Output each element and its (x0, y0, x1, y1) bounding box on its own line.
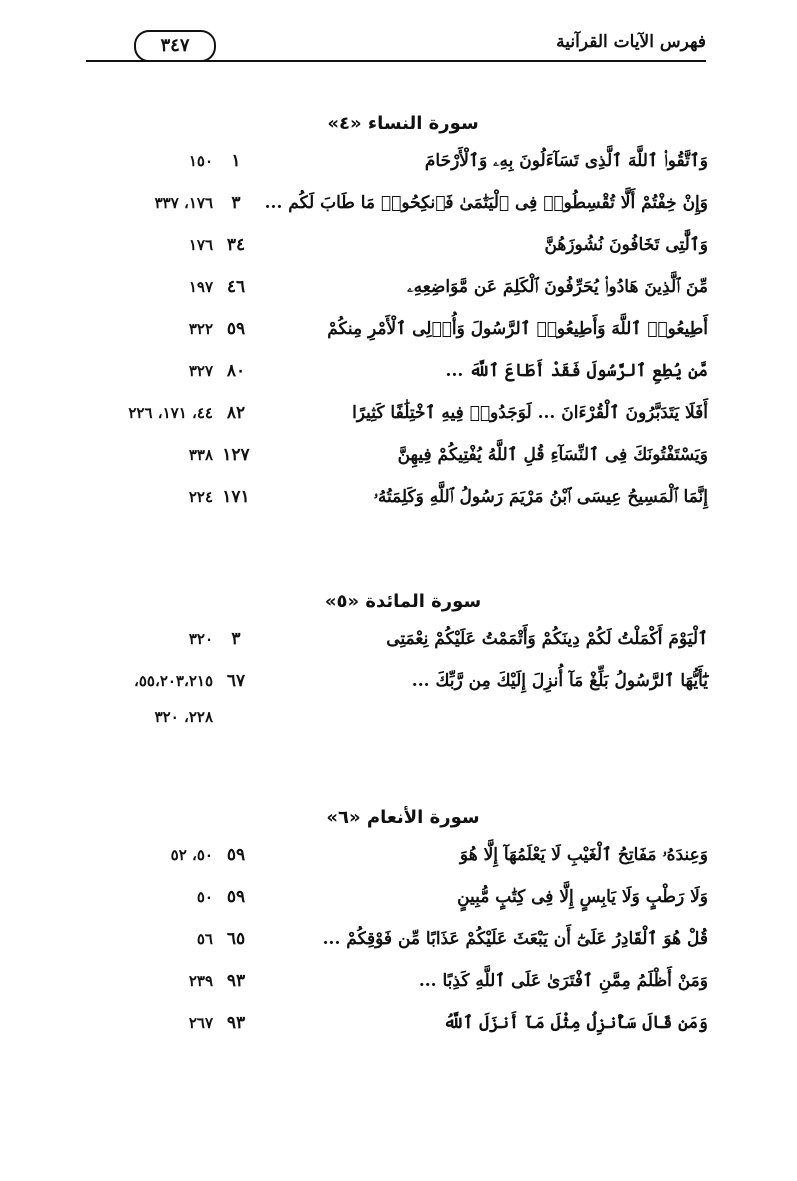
index-row (98, 960, 708, 1002)
surah-title: سورة النساء «٤» (327, 113, 479, 134)
page-references: ٣٢٧ (188, 362, 213, 380)
page-references: ٣٢٠ (188, 630, 213, 648)
page-number: ٣٤٧ (134, 30, 216, 62)
verse-text: مَّن يُطِعِ ٱلرَّسُولَ فَقَدْ أَطَاعَ ٱللَّهَ ... (445, 361, 708, 381)
index-row (98, 434, 708, 476)
verse-text: وَيَسْتَفْتُونَكَ فِى ٱلنِّسَآءِ قُلِ ٱللَّهُ يُفْتِيكُمْ فِيهِنَّ (397, 445, 708, 465)
header-rule (86, 60, 706, 62)
verse-text: وَٱتَّقُوا۟ ٱللَّهَ ٱلَّذِى تَسَآءَلُونَ بِهِۦ وَٱلْأَرْحَامَ (424, 151, 708, 171)
page-references: ٢٦٧ (188, 1014, 213, 1032)
index-row (98, 140, 708, 182)
index-row (98, 350, 708, 392)
verse-text: أَفَلَا يَتَدَبَّرُونَ ٱلْقُرْءَانَ ... لَوَجَدُوا۟ فِيهِ ٱخْتِلَٰفًا كَثِيرًا (352, 403, 708, 423)
ayah-number: ١ (231, 151, 241, 171)
verse-text: مِّنَ ٱلَّذِينَ هَادُوا۟ يُحَرِّفُونَ ٱلْكَلِمَ عَن مَّوَاضِعِهِۦ (407, 277, 708, 297)
ayah-number: ٣ (231, 193, 241, 213)
surah-section-anam (98, 806, 708, 1044)
page-references: ٣٢٢ (188, 320, 213, 338)
ayah-number: ٣٤ (226, 235, 246, 255)
page-references: ٢٢٤ (188, 488, 213, 506)
page-references: ٤٤، ١٧١، ٢٢٦ (128, 404, 213, 422)
verse-text: وَعِندَهُۥ مَفَاتِحُ ٱلْغَيْبِ لَا يَعْلَمُهَآ إِلَّا هُوَ (459, 845, 708, 865)
page-references: ٥٠ (196, 888, 213, 906)
surah-title: سورة المائدة «٥» (324, 591, 482, 612)
index-row (98, 308, 708, 350)
page-references: ٥٥،٢٠٣،٢١٥، (134, 672, 213, 690)
page-references: ٢٣٩ (188, 972, 213, 990)
ayah-number: ٣ (231, 629, 241, 649)
index-row (98, 182, 708, 224)
page-references: ٢٢٨، ٣٢٠ (154, 708, 213, 726)
ayah-number: ٩٣ (226, 971, 246, 991)
verse-text: أَطِيعُوا۟ ٱللَّهَ وَأَطِيعُوا۟ ٱلرَّسُولَ وَأُو۟لِى ٱلْأَمْرِ مِنكُمْ (327, 319, 708, 339)
ayah-number: ٤٦ (226, 277, 246, 297)
page-references: ٣٣٨ (188, 446, 213, 464)
index-row (98, 476, 708, 518)
ayah-number: ٨٠ (226, 361, 246, 381)
index-row (98, 834, 708, 876)
page-references: ٥٠، ٥٢ (170, 846, 213, 864)
page-references: ١٧٦ (188, 236, 213, 254)
index-row (98, 224, 708, 266)
verse-text: إِنَّمَا ٱلْمَسِيحُ عِيسَى ٱبْنُ مَرْيَمَ رَسُولُ ٱللَّهِ وَكَلِمَتُهُۥ (373, 487, 708, 507)
page-references: ١٥٠ (188, 152, 213, 170)
index-row (98, 618, 708, 660)
index-row (98, 660, 708, 702)
page-references: ١٧٦، ٣٣٧ (154, 194, 213, 212)
surah-title: سورة الأنعام «٦» (326, 807, 480, 828)
ayah-number: ٩٣ (226, 1013, 246, 1033)
ayah-number: ٦٧ (226, 671, 246, 691)
verse-text: وَمَنْ أَظْلَمُ مِمَّنِ ٱفْتَرَىٰ عَلَى ٱللَّهِ كَذِبًا ... (418, 971, 708, 991)
ayah-number: ٥٩ (226, 845, 246, 865)
ayah-number: ٨٢ (226, 403, 246, 423)
verse-text: يَٰٓأَيُّهَا ٱلرَّسُولُ بَلِّغْ مَآ أُنزِلَ إِلَيْكَ مِن رَّبِّكَ ... (411, 671, 708, 691)
page-references: ٥٦ (196, 930, 213, 948)
verse-text: وَٱلَّٰتِى تَخَافُونَ نُشُوزَهُنَّ (544, 235, 708, 255)
verse-text: قُلْ هُوَ ٱلْقَادِرُ عَلَىٰٓ أَن يَبْعَثَ عَلَيْكُمْ عَذَابًا مِّن فَوْقِكُمْ ... (322, 929, 708, 949)
ayah-number: ١٧١ (222, 487, 250, 507)
index-row (98, 266, 708, 308)
index-row (98, 918, 708, 960)
page-references-continuation (98, 702, 708, 736)
verse-text: وَلَا رَطْبٍ وَلَا يَابِسٍ إِلَّا فِى كِتَٰبٍ مُّبِينٍ (457, 887, 708, 907)
ayah-number: ٦٥ (226, 929, 246, 949)
index-row (98, 876, 708, 918)
running-header (86, 28, 706, 68)
verse-text: ٱلْيَوْمَ أَكْمَلْتُ لَكُمْ دِينَكُمْ وَأَتْمَمْتُ عَلَيْكُمْ نِعْمَتِى (386, 629, 708, 649)
surah-section-maidah (98, 590, 708, 736)
ayah-number: ٥٩ (226, 887, 246, 907)
verse-text: وَمَن قَالَ سَأُنزِلُ مِثْلَ مَآ أَنزَلَ ٱللَّهُ (443, 1013, 708, 1033)
index-row (98, 392, 708, 434)
index-row (98, 1002, 708, 1044)
ayah-number: ١٢٧ (222, 445, 250, 465)
page-references: ١٩٧ (188, 278, 213, 296)
ayah-number: ٥٩ (226, 319, 246, 339)
surah-section-nisa (98, 112, 708, 518)
verse-text: وَإِنْ خِفْتُمْ أَلَّا تُقْسِطُوا۟ فِى ٱلْيَتَٰمَىٰ فَٱنكِحُوا۟ مَا طَابَ لَكُم ... (264, 193, 708, 213)
header-title: فهرس الآيات القرآنية (556, 32, 706, 52)
